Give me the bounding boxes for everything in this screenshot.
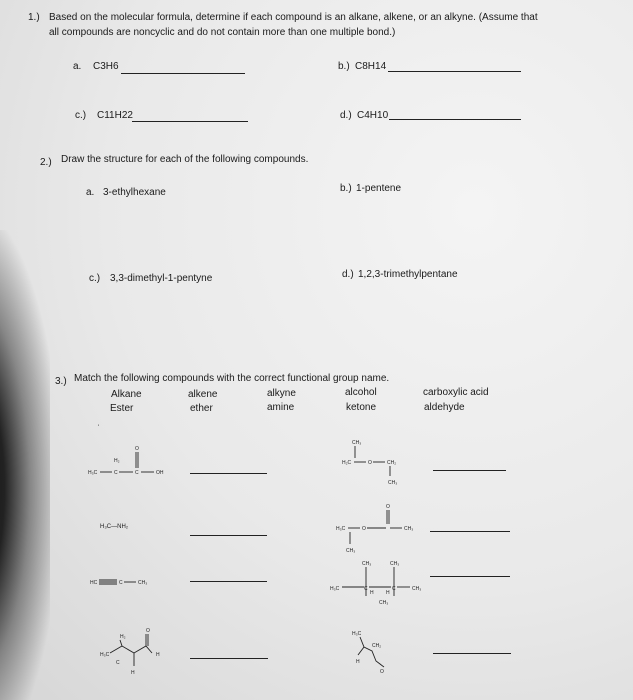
s8-answer-line[interactable] [433, 653, 511, 654]
q1c-answer-line[interactable] [132, 121, 248, 122]
q1-text-line2: all compounds are noncyclic and do not contain more than one multiple bond.) [49, 27, 396, 38]
q2c-name: 3,3-dimethyl-1-pentyne [110, 273, 213, 284]
s6-ch3-a: CH₃ [362, 561, 372, 567]
structure-branched-alkane [328, 560, 428, 610]
s2-h2c: H₂C [342, 460, 352, 466]
q2b-name: 1-pentene [356, 183, 402, 194]
q1c-label: c.) [75, 110, 87, 121]
q2d-name: 1,2,3-trimethylpentane [358, 269, 458, 280]
s6-ch3-b: CH₃ [390, 561, 400, 567]
s6-h1: H [370, 590, 374, 596]
s4-ch3: CH₃ [404, 526, 414, 532]
s5-ch3: CH₃ [138, 580, 148, 586]
group-alkene: alkene [188, 389, 218, 400]
q1a-formula: C3H6 [93, 61, 119, 72]
s7-answer-line[interactable] [190, 658, 268, 659]
structure-alcohol [346, 625, 396, 675]
q1d-formula: C4H10 [357, 110, 389, 121]
structure-propyne [90, 574, 160, 590]
q2b-label: b.) [340, 183, 352, 194]
s2-ch3-bot: CH₃ [388, 480, 398, 486]
s2-ch3-top: CH₃ [352, 440, 362, 446]
s8-h3c: H₃C [352, 631, 362, 637]
s1-answer-line[interactable] [190, 473, 267, 474]
group-ester: Ester [110, 403, 134, 414]
s4-h3c: H₃C [336, 526, 346, 532]
s1-c1: C [114, 470, 118, 476]
q2d-label: d.) [342, 269, 354, 280]
s7-h3c: H₃C [100, 652, 110, 658]
s6-ch3-c: CH₃ [412, 586, 422, 592]
s4-ch3-bot: CH₃ [346, 548, 356, 554]
s5-answer-line[interactable] [190, 581, 267, 582]
group-carboxylic-acid: carboxylic acid [423, 387, 489, 398]
s6-ch3-d: CH₃ [379, 600, 389, 606]
structure-aldehyde [100, 628, 170, 678]
group-alcohol: alcohol [345, 387, 377, 398]
structure-methylamine: H₃C—NH₂ [100, 524, 129, 530]
q1b-formula: C8H14 [355, 61, 387, 72]
s7-c: C [116, 660, 120, 666]
q1-number: 1.) [28, 12, 40, 23]
q2-number: 2.) [40, 157, 52, 168]
page-shadow [0, 230, 50, 700]
s3-answer-line[interactable] [190, 535, 267, 536]
q1a-answer-line[interactable] [121, 73, 245, 74]
s2-ch2: CH₂ [387, 460, 397, 466]
q1d-label: d.) [340, 110, 352, 121]
q1d-answer-line[interactable] [389, 119, 521, 120]
s8-o: O [380, 669, 384, 675]
group-ketone: ketone [346, 402, 377, 413]
s6-c2: C [392, 586, 396, 592]
group-aldehyde: aldehyde [424, 402, 465, 413]
s4-o-top: O [386, 504, 390, 510]
s1-c2: C [135, 470, 139, 476]
q3-number: 3.) [55, 376, 67, 387]
s7-o: O [146, 628, 150, 634]
s1-h3c: H₃C [88, 470, 98, 476]
q2a-name: 3-ethylhexane [103, 187, 166, 198]
q1c-formula: C11H22 [97, 110, 133, 121]
q1b-answer-line[interactable] [388, 71, 521, 72]
s5-hc: HC [90, 580, 98, 586]
q2a-label: a. [86, 187, 95, 198]
structure-propanoic-acid [88, 440, 178, 480]
q2c-label: c.) [89, 273, 101, 284]
s6-h3c: H₃C [330, 586, 340, 592]
s7-h: H [131, 670, 135, 676]
q3-text: Match the following compounds with the correct functional group name. [74, 373, 390, 384]
group-ether: ether [190, 403, 213, 414]
group-amine: amine [267, 402, 295, 413]
stray-mark: ' [98, 425, 100, 431]
s6-answer-line[interactable] [430, 576, 510, 577]
s2-o: O [368, 460, 372, 466]
s1-h2: H₂ [114, 458, 120, 464]
q1b-label: b.) [338, 61, 350, 72]
s1-oh: OH [156, 470, 164, 476]
s4-answer-line[interactable] [430, 531, 510, 532]
q1-text-line1: Based on the molecular formula, determine if each compound is an alkane, alkene, or an alkyne. (Assume that [49, 12, 538, 23]
group-alkane: Alkane [111, 389, 142, 400]
s8-ch2: CH₂ [372, 643, 382, 649]
s6-h2: H [386, 590, 390, 596]
s7-h2b: H [156, 652, 160, 658]
s1-o: O [135, 446, 139, 452]
q1a-label: a. [73, 61, 82, 72]
q2-text: Draw the structure for each of the following compounds. [61, 154, 309, 165]
s2-answer-line[interactable] [433, 470, 506, 471]
s5-c: C [119, 580, 123, 586]
s6-c1: C [364, 586, 368, 592]
structure-diethyl-ether [340, 438, 410, 488]
s7-h2: H₂ [120, 634, 126, 640]
s8-h: H [356, 659, 360, 665]
structure-methyl-ethanoate [336, 502, 421, 554]
group-alkyne: alkyne [267, 388, 296, 399]
s4-o: O [362, 526, 366, 532]
